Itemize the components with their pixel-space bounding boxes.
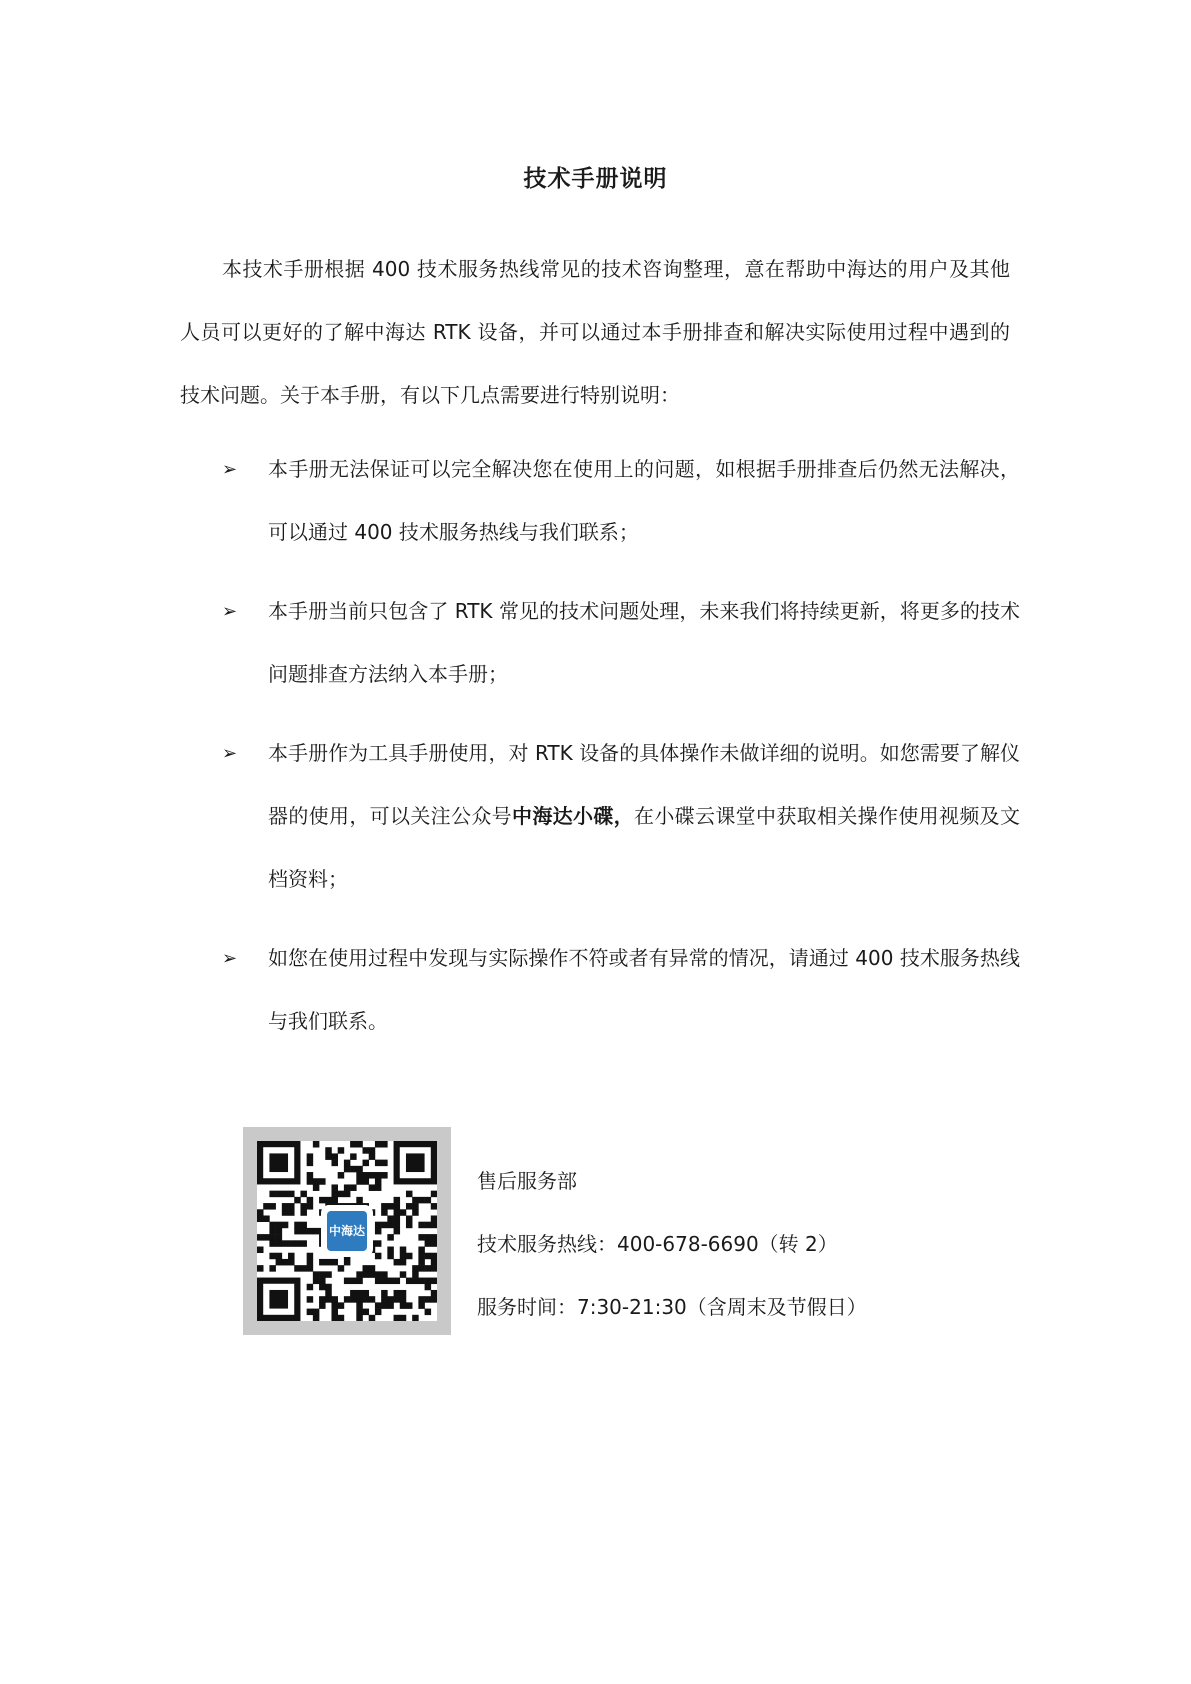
department-name: 售后服务部: [477, 1169, 577, 1193]
arrow-bullet-icon: ➢: [222, 601, 238, 622]
brand-logo-text: 中海达: [327, 1211, 367, 1251]
list-item: [180, 438, 1020, 564]
service-hours-text: 服务时间：7:30-21:30（含周末及节假日）: [477, 1295, 867, 1319]
contact-info: [477, 1150, 867, 1339]
arrow-bullet-icon: ➢: [222, 743, 238, 764]
list-item-text: 如您在使用过程中发现与实际操作不符或者有异常的情况，请通过 400 技术服务热线与我们联系。: [268, 946, 1020, 1033]
arrow-bullet-icon: ➢: [222, 459, 238, 480]
brand-logo: [323, 1207, 371, 1255]
hotline-text: 技术服务热线：400-678-6690（转 2）: [477, 1232, 838, 1256]
wechat-account-name: 中海达小碟，: [512, 804, 634, 828]
page-title: 技术手册说明: [523, 166, 668, 192]
list-item: [180, 722, 1020, 911]
qr-code-icon: [257, 1141, 437, 1321]
list-item-text: 本手册作为工具手册使用，对 RTK 设备的具体操作未做详细的说明。如您需要了解仪器的使用，可以关注公众号: [268, 741, 1020, 828]
list-item-text: 本手册无法保证可以完全解决您在使用上的问题，如根据手册排查后仍然无法解决，可以通过 400 技术服务热线与我们联系；: [268, 457, 1020, 544]
intro-paragraph: 本技术手册根据 400 技术服务热线常见的技术咨询整理，意在帮助中海达的用户及其他人员可以更好的了解中海达 RTK 设备，并可以通过本手册排查和解决实际使用过程中遇到的技术问题。关于本手册，有以下几点需要进行特别说明：: [180, 257, 1010, 407]
arrow-bullet-icon: ➢: [222, 948, 238, 969]
list-item-text-continued: 在小碟云课堂中获取相关操作使用视频及文档资料；: [268, 804, 1020, 891]
list-item-text: 本手册当前只包含了 RTK 常见的技术问题处理，未来我们将持续更新，将更多的技术问题排查方法纳入本手册；: [268, 599, 1020, 686]
qr-code-frame: [243, 1127, 451, 1335]
list-item: [180, 580, 1020, 706]
list-item: [180, 927, 1020, 1053]
notes-list: [180, 438, 1020, 1069]
